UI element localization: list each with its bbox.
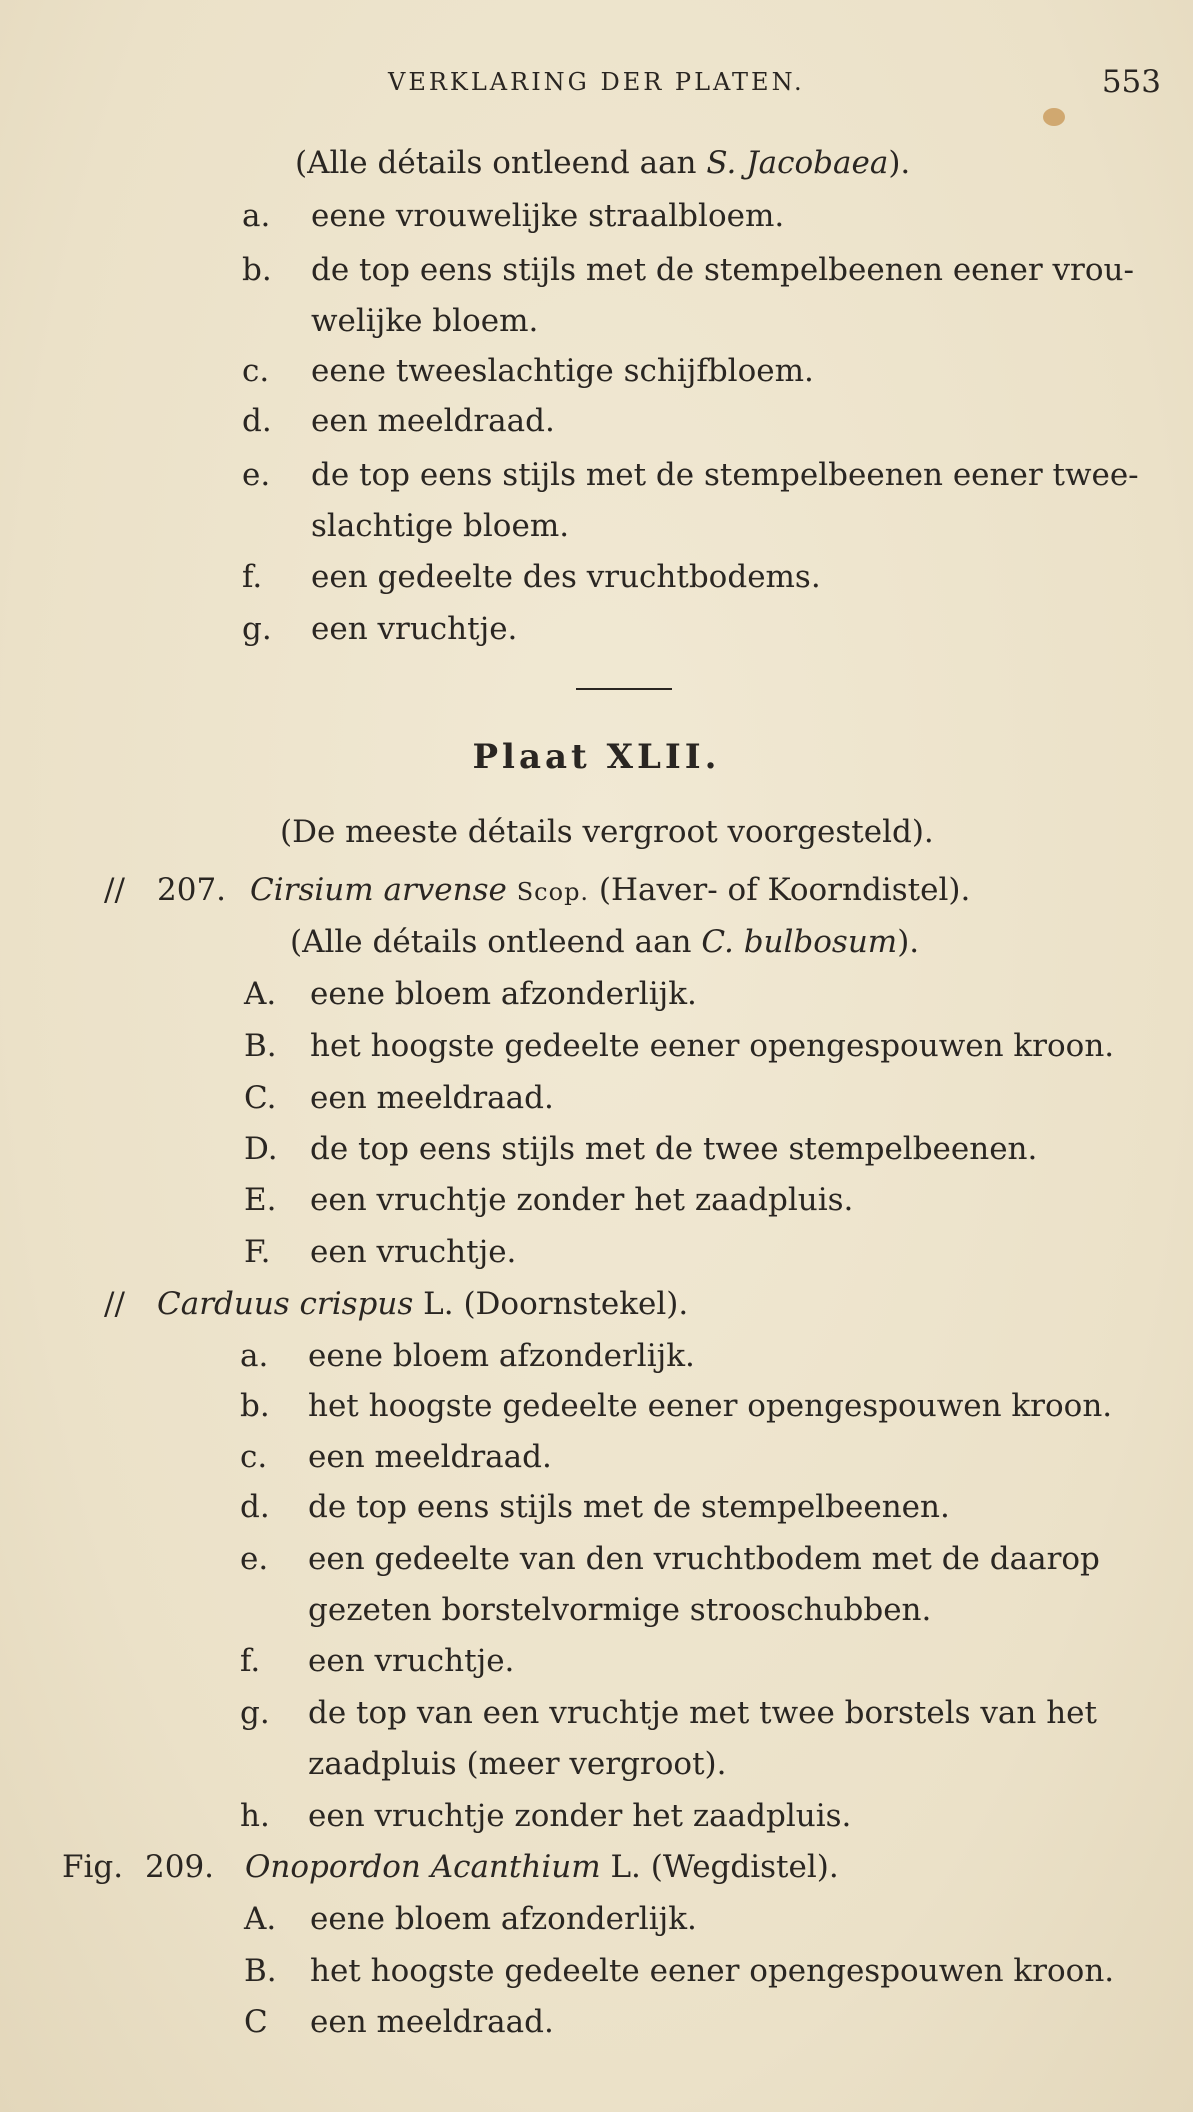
section-divider: [576, 688, 672, 690]
book-page: VERKLARING DER PLATEN. 553 (Alle détails ontleend aan S. Jacobaea). a. eene vrouwelijke straalbloem. b. de top eens stijls met de stempelbeenen eener vrou- welijke bloem. c. eene tweeslachtige schijfbloem. d. een meeldraad. e. de top eens stijls met de stempelbeenen eener twee- slachtige bloem. f. een gedeelte des vruchtbodems. g. een vruchtje. Plaat XLII. (De meeste détails vergroot voorgesteld). // 207. Cirsium arvense Scop. (Haver- of Koorndistel). (Alle détails ontleend aan C. bulbosum). A. eene bloem afzonderlijk. B. het hoogste gedeelte eener opengespouwen kroon. C. een meeldraad. D. de top eens stijls met de twee stempelbeenen. E. een vruchtje zonder het zaadpluis. F. een vruchtje. // Carduus crispus L. (Doornstekel). a. eene bloem afzonderlijk. b. het hoogste gedeelte eener opengespouwen kroon. c. een meeldraad. d. de top eens stijls met de stempelbeenen. e. een gedeelte van den vruchtbodem met de daarop gezeten borstelvormige strooschubben. f. een vruchtje. g. de top van een vruchtje met twee borstels van het zaadpluis (meer vergroot). h. een vruchtje zonder het zaadpluis. Fig. 209. Onopordon Acanthium L. (Wegdistel). A. eene bloem afzonderlijk. B. het hoogste gedeelte eener opengespouwen kroon. C een meeldraad.: [0, 0, 1193, 2112]
page-header: [0, 62, 1193, 102]
list-item-continuation: gezeten borstelvormige strooschubben.: [308, 1592, 932, 1628]
page-number: 553: [1101, 64, 1161, 100]
running-title: VERKLARING DER PLATEN.: [388, 68, 805, 96]
list-item-continuation: slachtige bloem.: [311, 508, 570, 544]
source-note: (Alle détails ontleend aan C. bulbosum).: [290, 924, 920, 960]
source-note: (Alle détails ontleend aan S. Jacobaea).: [295, 145, 911, 181]
list-item-continuation: welijke bloem.: [311, 303, 539, 339]
list-item-continuation: zaadpluis (meer vergroot).: [308, 1746, 727, 1782]
plate-subtitle: (De meeste détails vergroot voorgesteld).: [280, 814, 934, 850]
paper-stain: [1043, 108, 1065, 126]
plate-title: Plaat XLII.: [472, 737, 721, 777]
